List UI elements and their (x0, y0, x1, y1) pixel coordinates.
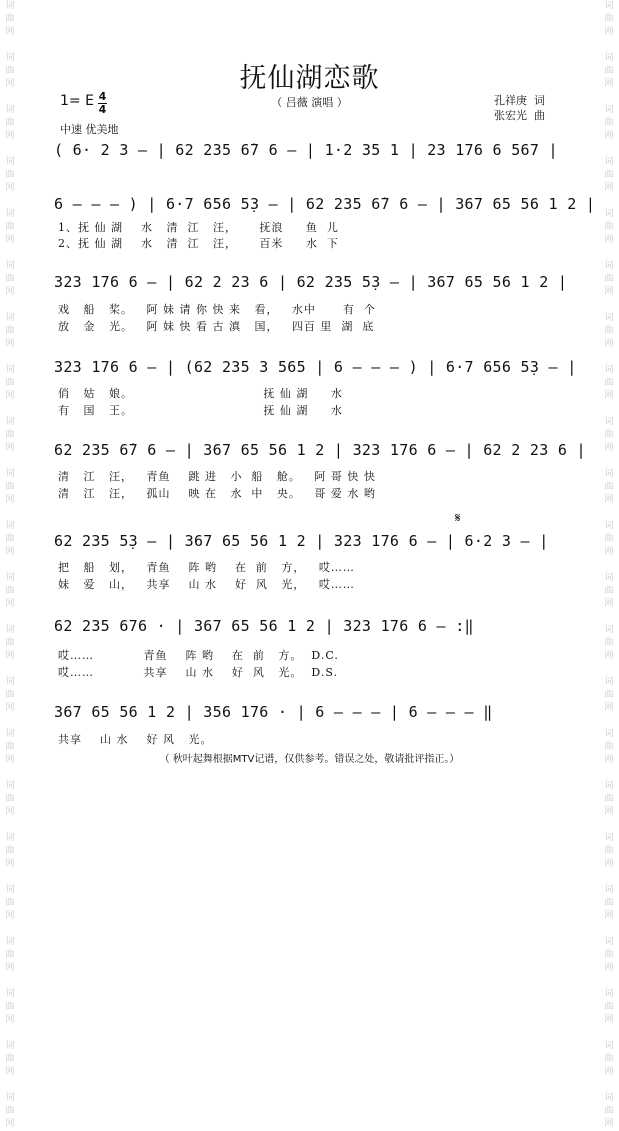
watermark-right: 词 曲 网 词 曲 网 词 曲 网 词 曲 网 词 曲 网 词 曲 网 词 曲 网 词 曲 网 词 曲 网 词 曲 网 词 曲 网 词 曲 网 词 曲 网 词 曲 网 词 曲 网 词 曲 网 词 曲 网 词 曲 网 词 曲 网 词 曲 网 词 曲 网 词 曲 网 (604, 1, 614, 1129)
watermark-left: 词 曲 网 词 曲 网 词 曲 网 词 曲 网 词 曲 网 词 曲 网 词 曲 网 词 曲 网 词 曲 网 词 曲 网 词 曲 网 词 曲 网 词 曲 网 词 曲 网 词 曲 网 词 曲 网 词 曲 网 词 曲 网 词 曲 网 词 曲 网 词 曲 网 词 曲 网 (5, 1, 15, 1129)
lyric-line-8a: 共享 山 水 好 风 光。 (58, 733, 213, 746)
score-line-6: 62 235 5̣3 – | 367 65 56 1 2 | 323 176 6 – | 6·2 3 – | (54, 532, 549, 550)
transcription-footnote: （ 秋叶起舞根据MTV记谱，仅供参考。错误之处，敬请批评指正。） (159, 754, 460, 765)
score-line-2: 6 – – – ) | 6·7 656 5̣3 – | 62 235 6̇7 6 – | 367 65 56 1 2 | (54, 195, 596, 213)
lyric-line-4b: 有 国 王。 抚 仙 湖 水 (58, 404, 343, 417)
score-line-7: 62 235 676 · | 367 65 56 1 2 | 323 176 6 – :‖ (54, 617, 474, 635)
lyric-line-2b: 2、抚 仙 湖 水 清 江 汪， 百米 水 下 (58, 237, 339, 250)
score-line-8: 367 65 56 1 2 | 356 176 · | 6 – – – | 6 – – – ‖ (54, 703, 493, 721)
lyric-line-5a: 清 江 汪， 青鱼 跳 进 小 船 舱。 阿 哥 快 快 (58, 470, 376, 483)
lyric-line-4a: 俏 姑 娘。 抚 仙 湖 水 (58, 387, 343, 400)
tempo-marking: 中速 优美地 (60, 123, 119, 136)
credits (494, 93, 545, 123)
lyric-line-3a: 戏 船 桨。 阿 妹 请 你 快 来 看， 水中 有 个 (58, 303, 376, 316)
time-signature-top: 4 (98, 90, 107, 103)
song-title: 抚仙湖恋歌 (239, 63, 380, 94)
lyric-line-7a: 哎…… 青鱼 阵 哟 在 前 方。 D.C. (58, 649, 339, 662)
score-line-4: 323 176 6 – | (62 235 3 565 | 6 – – – ) | 6·7 656 5̣3 – | (54, 358, 577, 376)
score-line-1: ( 6· 2 3 – | 62 235 6̇7 6 – | 1·2 35 1 | 23 176 6 567 | (54, 141, 558, 159)
composer-credit: 张宏光 曲 (494, 109, 545, 122)
lyric-line-5b: 清 江 汪， 孤山 映 在 水 中 央。 哥 爱 水 哟 (58, 487, 376, 500)
score-line-3: 323 176 6 – | 62 2 23 6 | 62 235 5̣3 – | 367 65 56 1 2 | (54, 273, 568, 291)
key-signature: 1= E (60, 93, 94, 109)
lyric-line-6a: 把 船 划， 青鱼 阵 哟 在 前 方， 哎…… (58, 561, 355, 574)
lyric-line-7b: 哎…… 共享 山 水 好 风 光。 D.S. (58, 666, 338, 679)
time-signature-bottom: 4 (98, 103, 107, 116)
lyric-line-2a: 1、抚 仙 湖 水 清 江 汪， 抚浪 鱼 儿 (58, 221, 339, 234)
lyric-line-3b: 放 金 光。 阿 妹 快 看 古 滇 国， 四百 里 湖 底 (58, 320, 375, 333)
lyric-line-6b: 妹 爱 山， 共享 山 水 好 风 光， 哎…… (58, 578, 355, 591)
singer-credit: （ 吕薇 演唱 ） (271, 96, 348, 109)
time-signature (98, 92, 107, 115)
segno-sign: 𝄋 (455, 511, 461, 526)
score-line-5: 62 235 6̇7 6 – | 367 65 56 1 2 | 323 176 6 – | 62 2 23 6 | (54, 441, 586, 459)
lyricist-credit: 孔祥庚 词 (494, 94, 545, 107)
